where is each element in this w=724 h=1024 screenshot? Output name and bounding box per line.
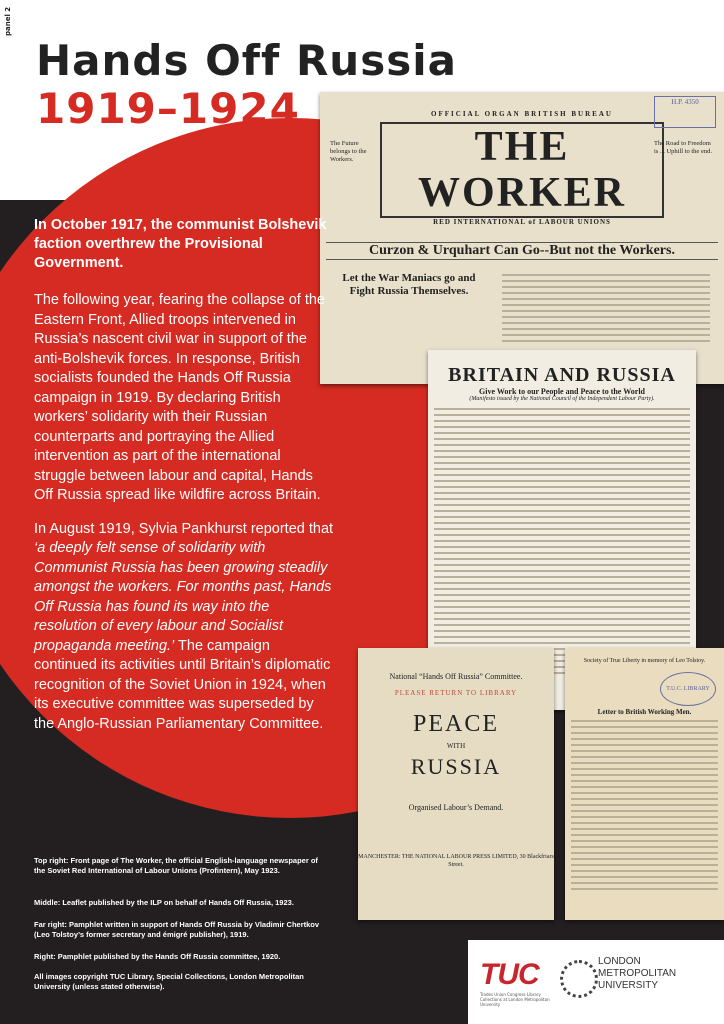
- pamphlet-title-peace: PEACE: [412, 711, 499, 737]
- worker-subheadline: Let the War Maniacs go and Fight Russia Themselves.: [342, 272, 476, 297]
- leaflet-title: BRITAIN AND RUSSIA: [448, 364, 676, 386]
- caption-right: Right: Pamphlet published by the Hands Off Russia committee, 1920.: [34, 952, 281, 961]
- panel-label: panel 2: [4, 6, 12, 36]
- paragraph-2-end: The campaign continued its activities until Britain’s diplomatic recognition of the Soviet Union in 1924, when its executive committee was superseded by the Anglo-Russian Parliamentary Committee.: [34, 637, 331, 732]
- worker-headline: Curzon & Urquhart Can Go--But not the Workers.: [326, 242, 718, 260]
- caption-far-right: Far right: Pamphlet written in support of Hands Off Russia by Vladimir Chertkov (Leo Tolstoy’s former secretary and émigré publisher), 1919.: [34, 920, 320, 939]
- letter-heading: Letter to British Working Men.: [597, 708, 692, 716]
- letter-pamphlet-image: [565, 648, 724, 920]
- worker-header: OFFICIAL ORGAN BRITISH BUREAU: [431, 110, 613, 118]
- library-stamp: H.P. 4350: [654, 96, 716, 128]
- lmu-logo-icon: [560, 960, 598, 998]
- the-worker-newspaper-image: [320, 92, 724, 384]
- lmu-logo-text: LONDON METROPOLITAN UNIVERSITY: [598, 956, 677, 991]
- leaflet-meta: (Manifesto issued by the National Council of the Independent Labour Party).: [469, 396, 655, 402]
- letter-society: Society of True Liberty in memory of Leo Tolstoy.: [583, 658, 706, 664]
- pankhurst-quote: ‘a deeply felt sense of solidarity with Communist Russia has been growing steadily amongst the workers. For months past, Hands Off Russia has found its way into the resolution of every labour and Socialist propaganda meeting.’: [34, 540, 332, 654]
- body-text: [34, 216, 334, 748]
- letter-text-lines: [565, 720, 724, 890]
- paragraph-2-start: In August 1919, Sylvia Pankhurst reported that: [34, 520, 334, 537]
- page-subtitle: 1919–1924: [36, 84, 300, 133]
- caption-top-right: Top right: Front page of The Worker, the official English-language newspaper of the Soviet Red International of Labour Unions (Profintern), May 1923.: [34, 856, 318, 875]
- intro-paragraph: In October 1917, the communist Bolshevik faction overthrew the Provisional Government.: [34, 217, 327, 271]
- peace-with-russia-pamphlet-image: [358, 648, 554, 920]
- leaflet-text-lines: [428, 408, 696, 674]
- pamphlet-committee: National “Hands Off Russia” Committee.: [389, 672, 523, 681]
- worker-masthead: THE WORKER: [380, 122, 664, 218]
- newsprint-lines: [496, 270, 716, 346]
- leaflet-subtitle: Give Work to our People and Peace to the World: [479, 387, 645, 396]
- pamphlet-demand: Organised Labour’s Demand.: [408, 803, 504, 812]
- pamphlet-title-russia: RUSSIA: [410, 754, 502, 779]
- tuc-logo-subtitle: Trades Union Congress Library Collections at London Metropolitan University: [480, 992, 550, 1007]
- worker-right-note: The Road to Freedom is ... Uphill to the end.: [654, 140, 712, 155]
- logo-bar: [468, 940, 724, 1024]
- tuc-logo: TUC: [480, 958, 539, 991]
- paragraph-2: [34, 520, 334, 735]
- caption-middle: Middle: Leaflet published by the ILP on behalf of Hands Off Russia, 1923.: [34, 898, 294, 907]
- caption-copyright: All images copyright TUC Library, Special Collections, London Metropolitan University (unless stated otherwise).: [34, 972, 304, 991]
- worker-sub: RED INTERNATIONAL of LABOUR UNIONS: [433, 218, 611, 226]
- letter-stamp: T.U.C. LIBRARY: [660, 672, 716, 706]
- paragraph-1: The following year, fearing the collapse of the Eastern Front, Allied troops intervened in Russia’s nascent civil war in support of the anti-Bolshevik forces. In response, British socialists founded the Hands Off Russia campaign in 1919. By declaring British workers’ solidarity with their Russian counterparts and portraying the Allied intervention as part of the international struggle between labour and capital, Hands Off Russia spread like wildfire across Britain.: [34, 292, 325, 503]
- pamphlet-title-with: WITH: [446, 742, 466, 750]
- page-title: Hands Off Russia: [36, 36, 457, 85]
- pamphlet-return-stamp: PLEASE RETURN TO LIBRARY: [394, 689, 518, 697]
- pamphlet-publisher: MANCHESTER: THE NATIONAL LABOUR PRESS LIMITED, 30 Blackfriars Street.: [358, 854, 554, 868]
- worker-left-note: The Future belongs to the Workers.: [330, 140, 367, 163]
